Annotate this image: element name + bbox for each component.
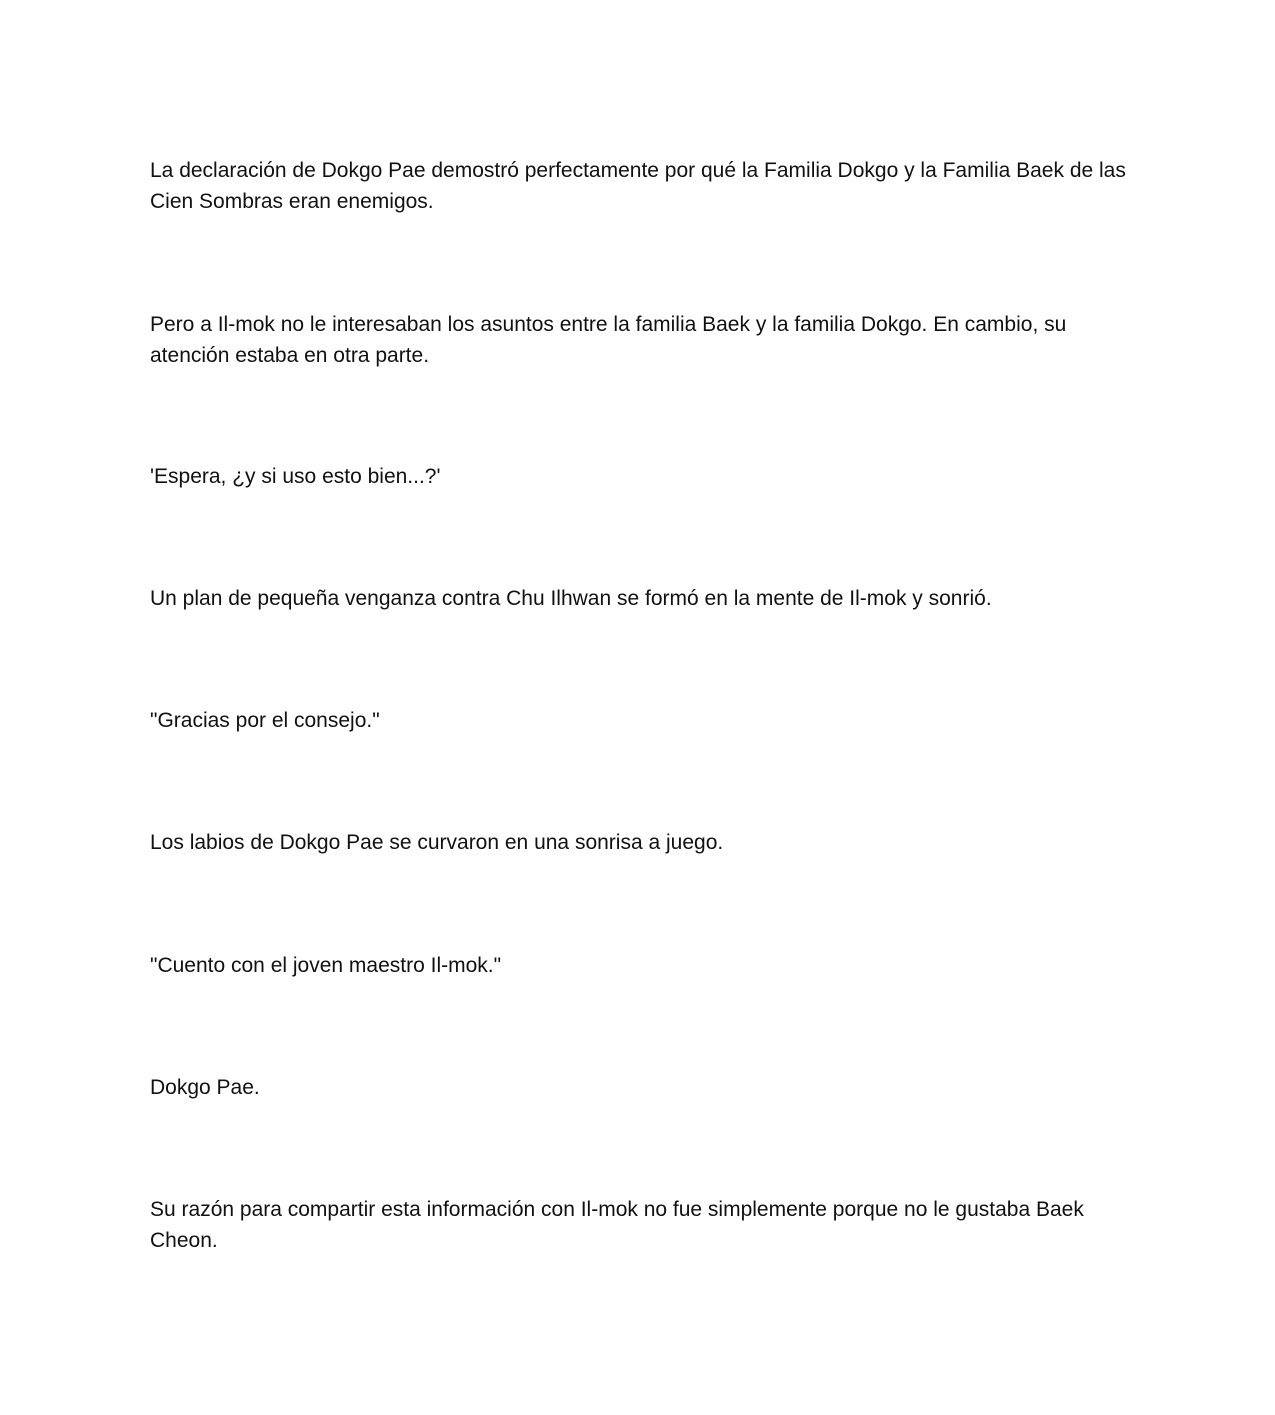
paragraph: "Cuento con el joven maestro Il-mok.": [150, 954, 502, 977]
paragraph: 'Espera, ¿y si uso esto bien...?': [150, 465, 441, 488]
paragraph: Los labios de Dokgo Pae se curvaron en una sonrisa a juego.: [150, 831, 724, 854]
paragraph: Un plan de pequeña venganza contra Chu Ilhwan se formó en la mente de Il-mok y sonrió.: [150, 587, 992, 610]
paragraph: Pero a Il-mok no le interesaban los asuntos entre la familia Baek y la familia Dokgo. En cambio, su atención estaba en otra parte.: [150, 313, 1067, 367]
paragraph: Dokgo Pae.: [150, 1076, 260, 1099]
paragraph: "Gracias por el consejo.": [150, 709, 380, 732]
paragraph: La declaración de Dokgo Pae demostró perfectamente por qué la Familia Dokgo y la Familia Baek de las Cien Sombras eran enemigos.: [150, 159, 1126, 213]
paragraph: Su razón para compartir esta información con Il-mok no fue simplemente porque no le gustaba Baek Cheon.: [150, 1198, 1084, 1252]
